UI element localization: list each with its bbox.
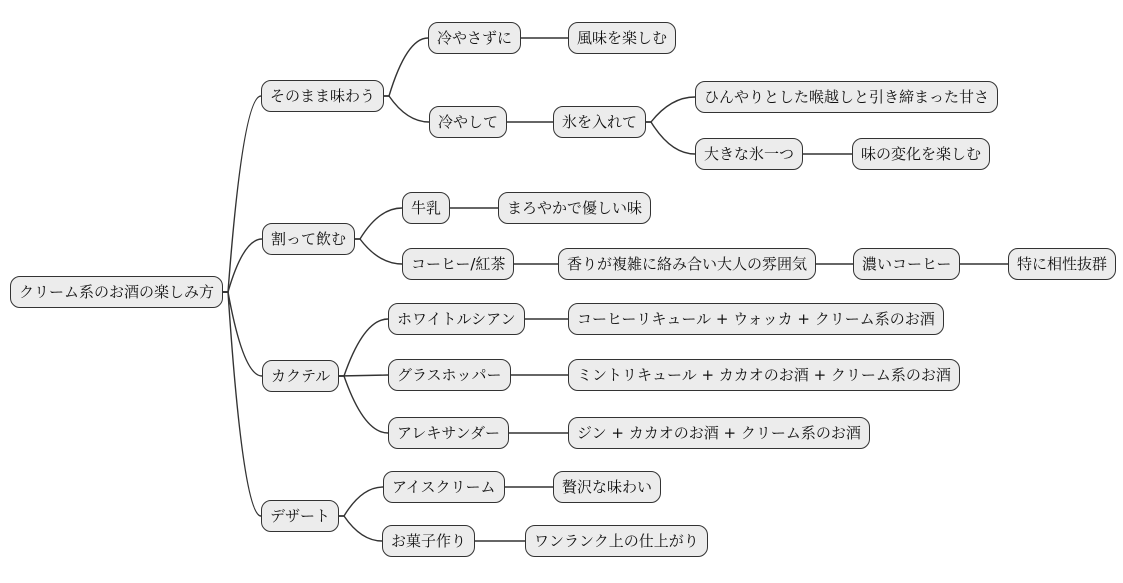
mindmap-node-white-russian-recipe: コーヒーリキュール + ウォッカ + クリーム系のお酒 [568,303,944,335]
mindmap-edge [355,208,402,239]
mindmap-node-complex-aroma: 香りが複雑に絡み合い大人の雰囲気 [558,248,816,280]
mindmap-edge [339,376,388,433]
mindmap-edge [384,96,429,122]
mindmap-node-rich-taste: 贅沢な味わい [553,471,661,503]
mindmap-node-mellow-taste: まろやかで優しい味 [498,192,651,224]
mindmap-edge [339,487,383,516]
mindmap-edge [646,122,695,154]
mindmap-edge [646,97,695,122]
mindmap-node-taste-change: 味の変化を楽しむ [852,138,990,170]
mindmap-root-node: クリーム系のお酒の楽しみ方 [10,276,223,308]
mindmap-node-grasshopper-recipe: ミントリキュール + カカオのお酒 + クリーム系のお酒 [568,359,960,391]
mindmap-node-coffee-tea: コーヒー/紅茶 [402,248,514,280]
mindmap-node-strong-coffee: 濃いコーヒー [853,248,960,280]
mindmap-node-one-big-ice: 大きな氷一つ [695,138,803,170]
mindmap-node-ice-cream: アイスクリーム [383,471,505,503]
mindmap-node-dessert: デザート [261,500,339,532]
mindmap-node-enjoy-straight: そのまま味わう [261,80,384,112]
mindmap-node-cool-sweetness: ひんやりとした喉越しと引き締まった甘さ [695,81,998,113]
mindmap-node-alexander-recipe: ジン + カカオのお酒 + クリーム系のお酒 [568,417,870,449]
mindmap-node-great-match: 特に相性抜群 [1008,248,1116,280]
mindmap-node-white-russian: ホワイトルシアン [388,303,525,335]
mindmap-node-premium-finish: ワンランク上の仕上がり [525,525,708,557]
mindmap-edge [339,375,388,376]
mindmap-edge [223,292,261,516]
mindmap-node-mix-drink: 割って飲む [262,223,355,255]
mindmap-node-alexander: アレキサンダー [388,417,509,449]
mindmap-node-not-chilled: 冷やさずに [428,22,521,54]
mindmap-edge [223,96,261,292]
mindmap-edge [339,516,382,541]
mindmap-node-grasshopper: グラスホッパー [388,359,511,391]
mindmap-edge [384,38,428,96]
mindmap-node-enjoy-flavor: 風味を楽しむ [568,22,676,54]
mindmap-node-sweets-making: お菓子作り [382,525,475,557]
mindmap-node-chilled: 冷やして [429,106,507,138]
mindmap-node-add-ice: 氷を入れて [553,106,646,138]
mindmap-edge [355,239,402,264]
mindmap-node-cocktail: カクテル [262,360,339,392]
mindmap-node-milk: 牛乳 [402,192,450,224]
mindmap-edge [339,319,388,376]
